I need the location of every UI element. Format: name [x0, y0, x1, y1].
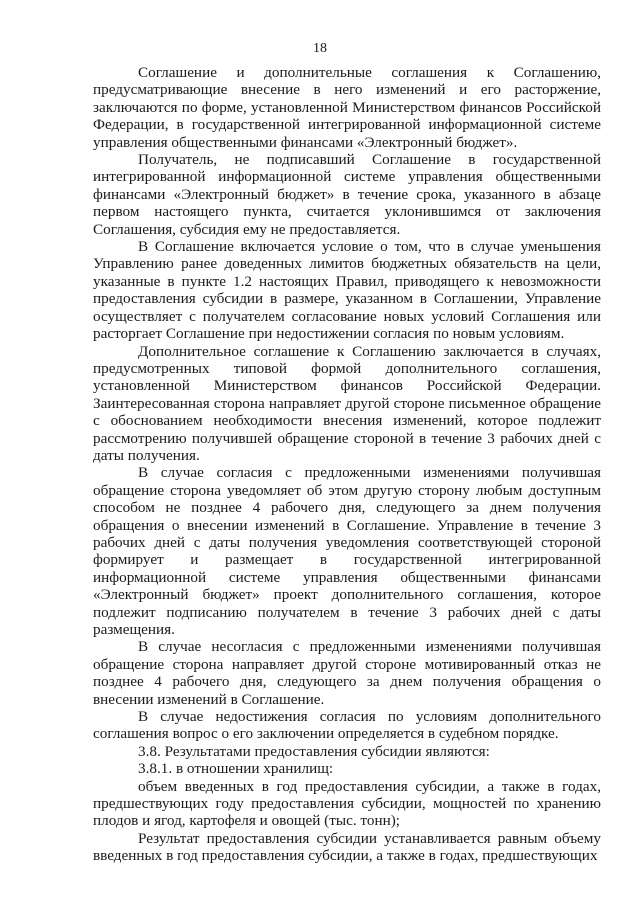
paragraph: Дополнительное соглашение к Соглашению заключается в случаях, предусмотренных типовой формой дополнительного соглашения, установленной Министерством финансов Российской Федерации. Заинтересованная сторона направляет другой стороне письменное обращение с обоснованием необходимости внесения изменений, которое подлежит рассмотрению получившей обращение стороной в течение 3 рабочих дней с даты получения. — [93, 342, 601, 464]
document-body — [93, 64, 601, 865]
paragraph: Соглашение и дополнительные соглашения к Соглашению, предусматривающие внесение в него изменений и его расторжение, заключаются по форме, установленной Министерством финансов Российской Федерации, в государственной интегрированной информационной системе управления общественными финансами «Электронный бюджет». — [93, 64, 601, 151]
section-heading: 3.8. Результатами предоставления субсидии являются: — [138, 742, 490, 760]
paragraph: Получатель, не подписавший Соглашение в государственной интегрированной информационной системе управления общественными финансами «Электронный бюджет» в течение срока, указанного в абзаце первом настоящего пункта, считается уклонившимся от заключения Соглашения, субсидия ему не предоставляется. — [93, 151, 601, 238]
paragraph: В Соглашение включается условие о том, что в случае уменьшения Управлению ранее доведенных лимитов бюджетных обязательств на цели, указанные в пункте 1.2 настоящих Правил, приводящего к невозможности предоставления субсидии в размере, указанном в Соглашении, Управление осуществляет с получателем согласование новых условий Соглашения или расторгает Соглашение при недостижении согласия по новым условиям. — [93, 238, 601, 343]
subsection-heading: 3.8.1. в отношении хранилищ: — [138, 760, 334, 778]
paragraph: Результат предоставления субсидии устанавливается равным объему введенных в год предоставления субсидии, а также в годах, предшествующих — [93, 829, 601, 865]
paragraph: В случае согласия с предложенными изменениями получившая обращение сторона уведомляет об этом другую сторону любым доступным способом не позднее 4 рабочего дня, следующего за днем получения обращения о внесении изменений в Соглашение. Управление в течение 3 рабочих дней с даты получения уведомления соответствующей стороной формирует и размещает в государственной интегрированной информационной системе управления общественными финансами «Электронный бюджет» проект дополнительного соглашения, которое подлежит подписанию получателем в течение 3 рабочих дней с даты размещения. — [93, 464, 601, 638]
paragraph: В случае недостижения согласия по условиям дополнительного соглашения вопрос о его заключении определяется в судебном порядке. — [93, 708, 601, 743]
paragraph: В случае несогласия с предложенными изменениями получившая обращение сторона направляет другой стороне мотивированный отказ не позднее 4 рабочего дня, следующего за днем получения обращения о внесении изменений в Соглашение. — [93, 638, 601, 708]
page-number: 18 — [313, 41, 327, 56]
paragraph: объем введенных в год предоставления субсидии, а также в годах, предшествующих году предоставления субсидии, мощностей по хранению плодов и ягод, картофеля и овощей (тыс. тонн); — [93, 777, 601, 830]
